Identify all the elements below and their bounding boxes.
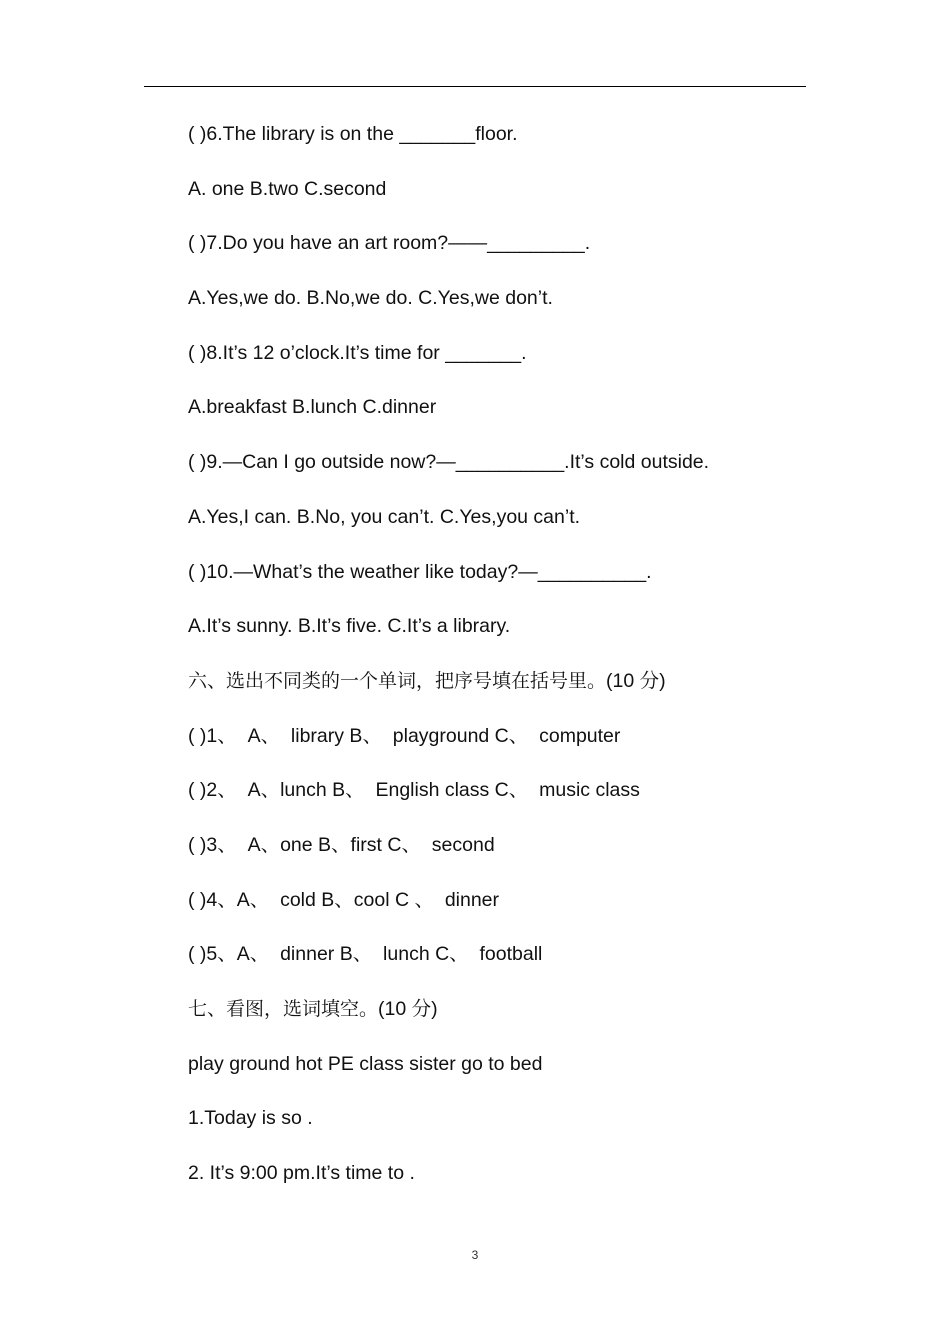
section-6-heading [188,669,808,693]
page-number: 3 [471,1248,479,1262]
section-6-item-2: ( )2、 A、lunch B、 English class C、 music class [188,779,640,802]
section-7-item-1: 1.Today is so . [188,1107,313,1130]
section-6-score: (10 分) [606,669,666,692]
worksheet-content [188,122,808,1216]
section-6-item-5: ( )5、A、 dinner B、 lunch C、 football [188,943,543,966]
question-8-stem: ( )8.It’s 12 o’clock.It’s time for _______. [188,341,527,364]
question-7-options: A.Yes,we do. B.No,we do. C.Yes,we don’t. [188,287,553,310]
section-6-item-4: ( )4、A、 cold B、cool C 、 dinner [188,888,500,911]
question-8-options: A.breakfast B.lunch C.dinner [188,396,437,419]
question-10-stem: ( )10.—What’s the weather like today?—__________. [188,560,652,583]
question-9-options: A.Yes,I can. B.No, you can’t. C.Yes,you can’t. [188,505,581,528]
question-10-options: A.It’s sunny. B.It’s five. C.It’s a library. [188,615,511,638]
header-rule [144,86,806,87]
question-6-options: A. one B.two C.second [188,177,387,200]
section-7-word-bank: play ground hot PE class sister go to bed [188,1052,543,1075]
section-6-heading-text: 六、选出不同类的一个单词，把序号填在括号里。 [188,669,607,692]
section-7-item-2: 2. It’s 9:00 pm.It’s time to . [188,1162,415,1185]
question-6-stem: ( )6.The library is on the _______floor. [188,123,518,145]
section-7-heading-text: 七、看图，选词填空。 [188,998,379,1020]
section-7-heading [188,997,808,1021]
question-9-stem: ( )9.—Can I go outside now?—__________.It’s cold outside. [188,451,710,474]
section-6-item-1: ( )1、 A、 library B、 playground C、 computer [188,724,621,747]
question-7-stem: ( )7.Do you have an art room?——_________. [188,232,591,255]
section-6-item-3: ( )3、 A、one B、first C、 second [188,833,495,856]
section-7-score: (10 分) [378,998,438,1020]
